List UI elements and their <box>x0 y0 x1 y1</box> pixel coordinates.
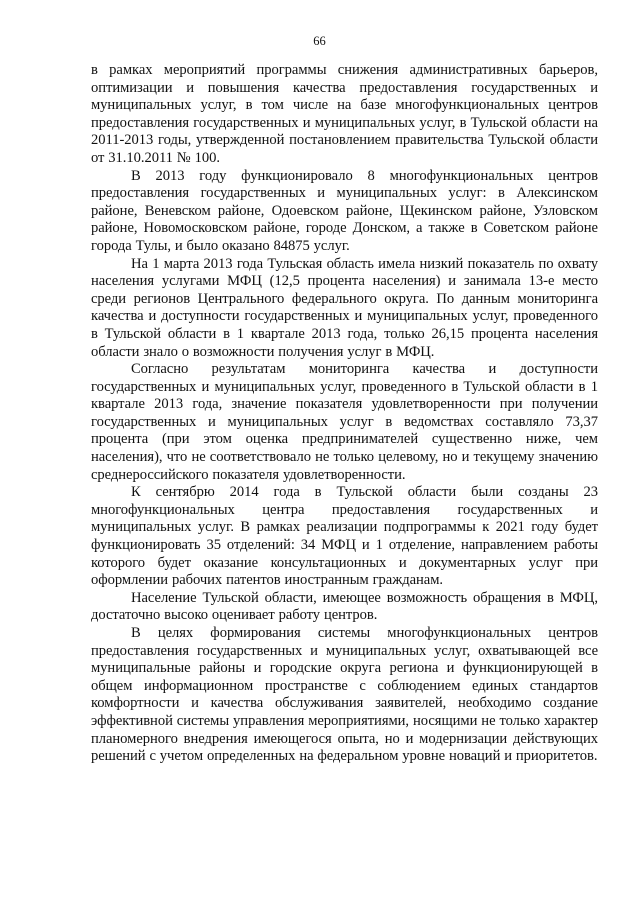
paragraph-system-formation: В целях формирования системы многофункциональных центров предоставления государственных и муниципальных услуг, охватывающей все муниципальные районы и городские округа региона и функционирующей в общем информационном пространстве с соблюдением единых стандартов комфортности и качества обслуживания заявителей, необходимо создание эффективной системы управления мероприятиями, носящими не только характер планомерного внедрения имеющегося опыта, но и модернизации действующих решений с учетом определенных на федеральном уровне новаций и приоритетов. <box>91 625 598 765</box>
page-number: 66 <box>313 34 326 48</box>
paragraph-population-rating: Население Тульской области, имеющее возможность обращения в МФЦ, достаточно высоко оценивает работу центров. <box>91 589 598 624</box>
paragraph-satisfaction-monitoring: Согласно результатам мониторинга качества и доступности государственных и муниципальных услуг, проведенного в Тульской области в 1 квартале 2013 года, значение показателя удовлетворенности при получении государственных и муниципальных услуг в ведомствах составляло 73,37 процента (при этом оценка предпринимателей существенно ниже, чем населения), что не соответствовало не только целевому, но и текущему значению среднероссийского показателя удовлетворенности. <box>91 361 598 483</box>
document-body <box>91 62 598 766</box>
paragraph-mfc-september-2014: К сентябрю 2014 года в Тульской области были созданы 23 многофункциональных центра предоставления государственных и муниципальных услуг. В рамках реализации подпрограммы к 2021 году будет функционировать 35 отделений: 34 МФЦ и 1 отделение, направлением работы которого будет оказание консультационных и документарных услуг при оформлении рабочих патентов иностранным гражданам. <box>91 484 598 589</box>
paragraph-mfc-2013: В 2013 году функционировало 8 многофункциональных центров предоставления государственных и муниципальных услуг: в Алексинском районе, Веневском районе, Одоевском районе, Щекинском районе, Узловском районе, Новомосковском районе, городе Донском, а также в Советском районе города Тулы, и было оказано 84875 услуг. <box>91 167 598 254</box>
paragraph-continuation: в рамках мероприятий программы снижения административных барьеров, оптимизации и повышения качества предоставления государственных и муниципальных услуг, в том числе на базе многофункциональных центров предоставления государственных и муниципальных услуг, в Тульской области на 2011-2013 годы, утвержденной постановлением правительства Тульской области от 31.10.2011 № 100. <box>91 62 598 166</box>
paragraph-coverage-march-2013: На 1 марта 2013 года Тульская область имела низкий показатель по охвату населения услугами МФЦ (12,5 процента населения) и занимала 13-е место среди регионов Центрального федерального округа. По данным мониторинга качества и доступности государственных и муниципальных услуг, проведенного в Тульской области в 1 квартале 2013 года, только 26,15 процента населения области знало о возможности получения услуг в МФЦ. <box>91 255 598 360</box>
